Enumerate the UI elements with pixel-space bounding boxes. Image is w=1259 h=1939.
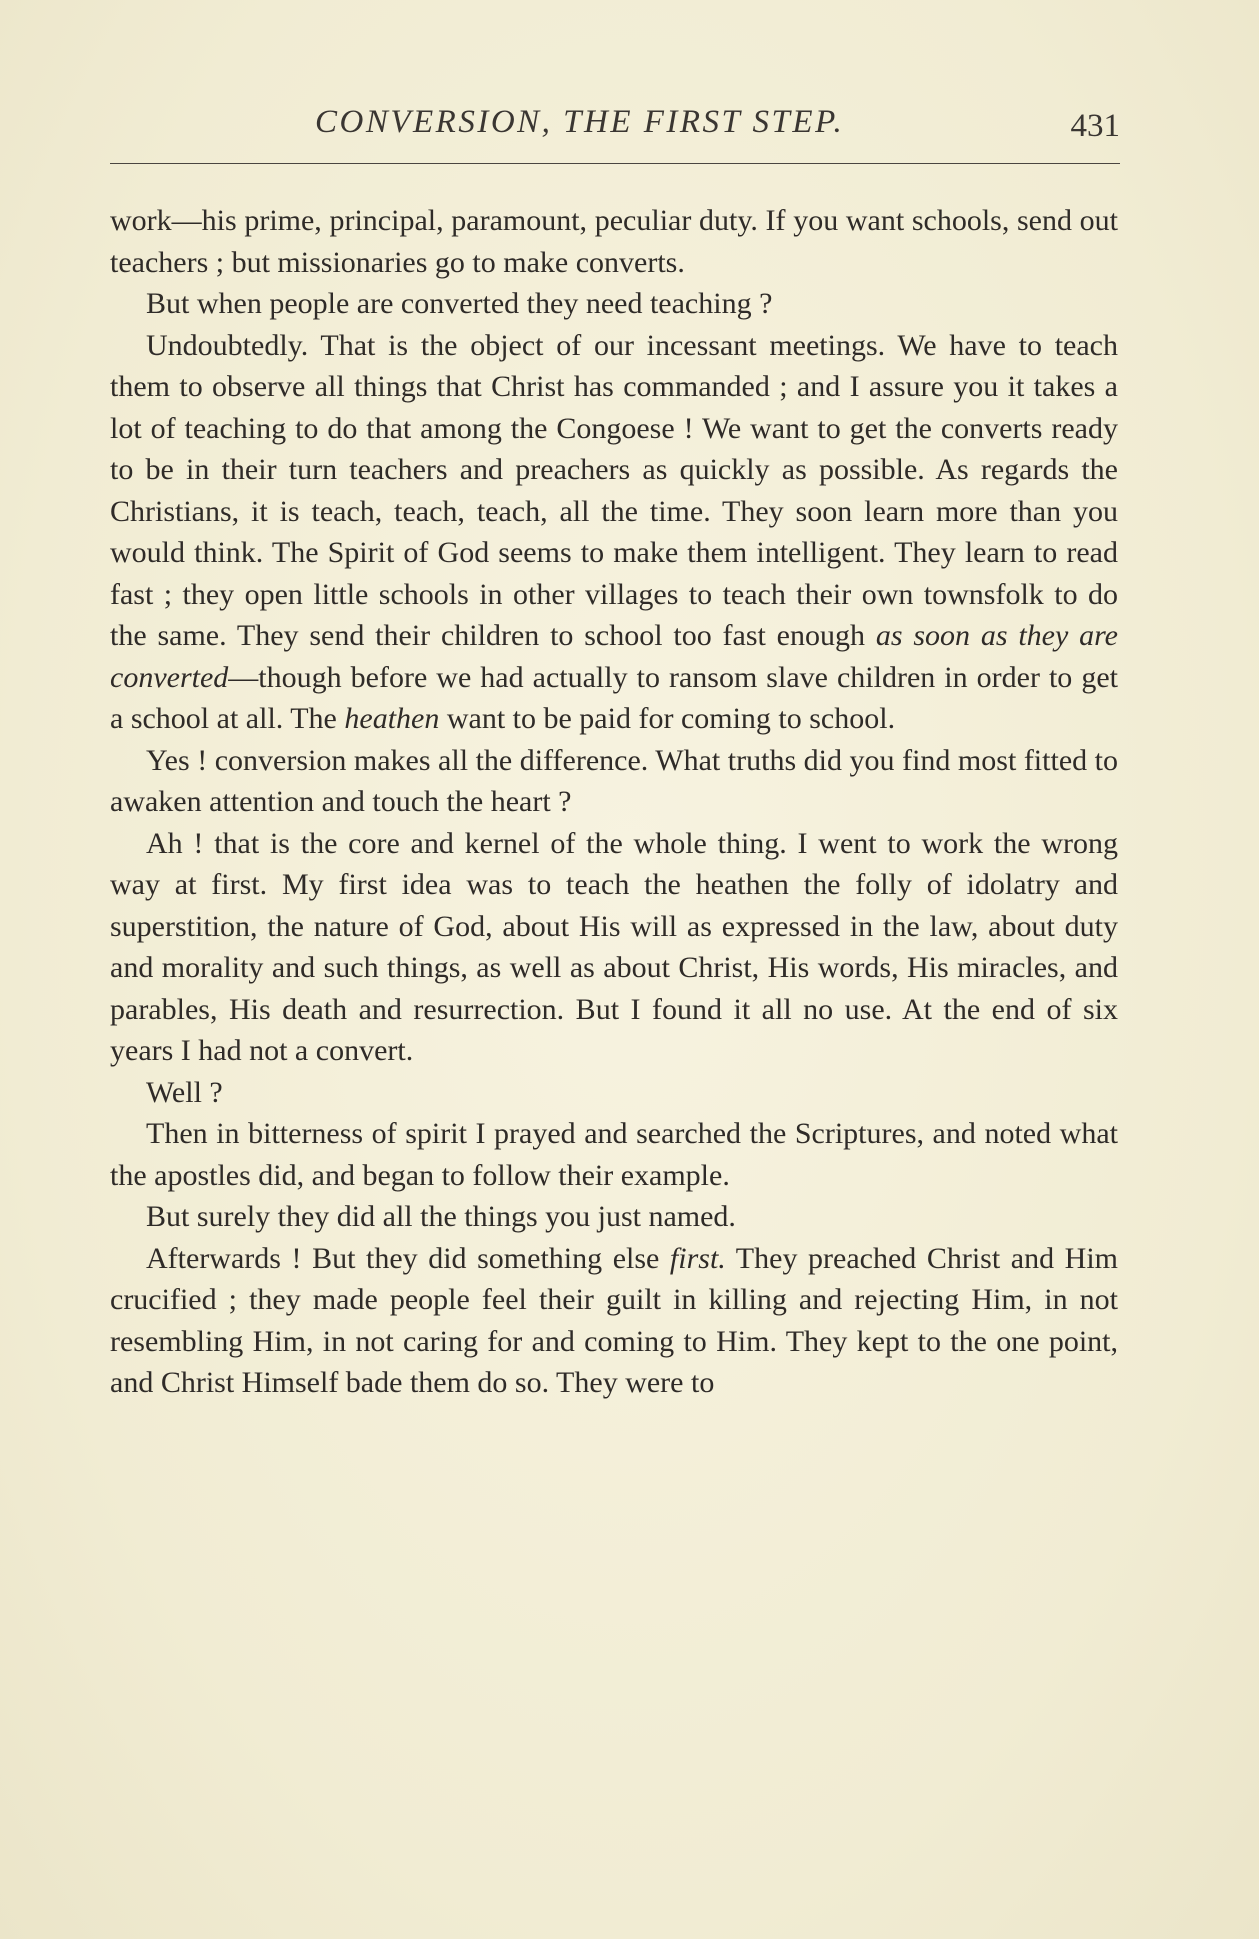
text-run: want to be paid for coming to school. [439, 702, 896, 735]
italic-text: as soon as they are converted [110, 619, 1118, 694]
paragraph [110, 1113, 1118, 1196]
paragraph [110, 325, 1118, 740]
text-run: Afterwards ! But they did something else [146, 1241, 670, 1275]
text-run: Undoubtedly. That is the object of our incessant meetings. We have to teach them to observe all things that Christ has commanded ; and I assure you it takes a lot of teaching to do that among the Congoese ! We want to get the converts ready to be in their turn teachers and preachers as quickly as possible. As regards the Christians, it is teach, teach, teach, all the time. They soon learn more than you would think. The Spirit of God seems to make them intelligent. They learn to read fast ; they open little schools in other villages to teach their own townsfolk to do the same. They send their children to school too fast enough [110, 328, 1118, 652]
text-run: Ah ! that is the core and kernel of the whole thing. I went to work the wrong way at first. My first idea was to teach the heathen the folly of idolatry and superstition, the nature of God, about His will as expressed in the law, about duty and morality and such things, as well as about Christ, His words, His miracles, and parables, His death and resurrection. But I found it all no use. At the end of six years I had not a convert. [110, 826, 1118, 1067]
text-run: Well ? [146, 1075, 223, 1109]
page-number: 431 [1070, 108, 1120, 144]
text-run: Yes ! conversion makes all the difference. What truths did you find most fitted to awaken attention and touch the heart ? [110, 743, 1118, 818]
text-run: work—his prime, principal, paramount, peculiar duty. If you want schools, send out teachers ; but missionaries go to make converts. [110, 204, 1118, 279]
running-title: CONVERSION, THE FIRST STEP. [315, 104, 845, 140]
paragraph [110, 823, 1118, 1072]
italic-text: heathen [344, 702, 440, 735]
paragraph [110, 1072, 1118, 1114]
paragraph [110, 740, 1118, 823]
paragraph [110, 283, 1118, 325]
italic-text: first. [669, 1241, 726, 1275]
header-rule [110, 163, 1120, 164]
text-run: Then in bitterness of spirit I prayed and searched the Scriptures, and noted what the apostles did, and began to follow their example. [110, 1117, 1118, 1192]
paragraph [110, 200, 1118, 283]
running-head [110, 104, 1120, 154]
text-run: —though before we had actually to ransom slave children in order to get a school at all. The [110, 660, 1118, 735]
text-run: But when people are converted they need teaching ? [146, 287, 773, 320]
text-run: But surely they did all the things you just named. [146, 1200, 736, 1233]
text-run: They preached Christ and Him crucified ; they made people feel their guilt in killing and rejecting Him, in not resembling Him, in not caring for and coming to Him. They kept to the one point, and Christ Himself bade them do so. They were to [110, 1241, 1118, 1399]
paragraph [110, 1238, 1118, 1404]
body-text [110, 200, 1118, 1404]
paragraph [110, 1196, 1118, 1238]
